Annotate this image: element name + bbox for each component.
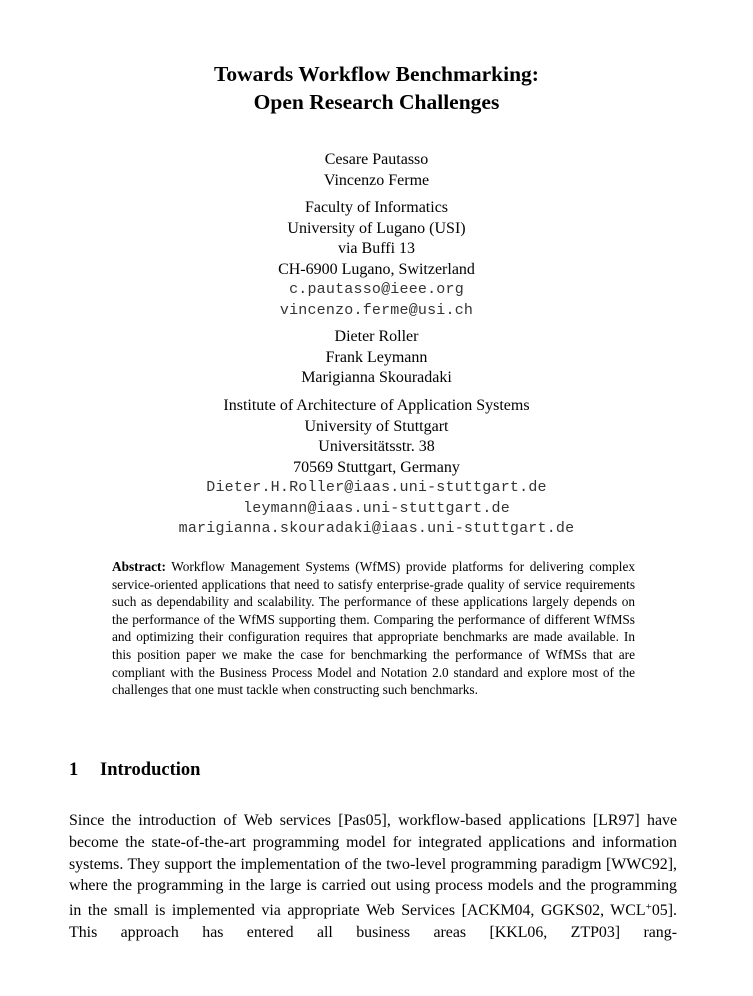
- author-names-group-1: [0, 150, 753, 191]
- affiliation-line: University of Stuttgart: [304, 417, 449, 435]
- affiliation-line: 70569 Stuttgart, Germany: [293, 458, 460, 476]
- affiliation-line: via Buffi 13: [337, 240, 416, 257]
- intro-text-part-1: Since the introduction of Web services [Pas05], workflow-based applications [LR97] have become the state-of-the-art programming model for integrated applications and information systems. They support the implementation of the two-level programming paradigm [WWC92], where the programming in the large is carried out using process models and the programming in the small is implemented via appropriate Web Services [ACKM04, GGKS02, WCL: [69, 812, 677, 920]
- abstract-label: Abstract:: [112, 559, 166, 574]
- section-title: Introduction: [100, 760, 201, 780]
- author-name: Frank Leymann: [325, 348, 428, 366]
- author-email: vincenzo.ferme@usi.ch: [279, 301, 474, 319]
- affiliation-group-2: [0, 396, 753, 540]
- intro-superscript: +: [645, 901, 652, 914]
- affiliation-line: CH-6900 Lugano, Switzerland: [278, 260, 475, 278]
- author-name: Vincenzo Ferme: [323, 171, 430, 189]
- affiliation-group-1: [0, 198, 753, 321]
- author-name: Marigianna Skouradaki: [301, 369, 452, 386]
- author-name: Dieter Roller: [334, 328, 419, 345]
- intro-text-part-2: 05]. This approach has entered all business areas [KKL06, ZTP03] rang-: [69, 902, 677, 941]
- paper-title: [0, 60, 753, 116]
- author-names-group-2: [0, 327, 753, 389]
- introduction-paragraph: [69, 810, 677, 944]
- affiliation-line: Institute of Architecture of Application Systems: [223, 397, 530, 414]
- affiliation-line: University of Lugano (USI): [287, 219, 466, 237]
- title-line-1: Towards Workflow Benchmarking:: [214, 62, 539, 86]
- section-heading: [69, 760, 200, 781]
- section-number: 1: [69, 760, 79, 780]
- author-email: Dieter.H.Roller@iaas.uni-stuttgart.de: [206, 479, 547, 496]
- author-email: marigianna.skouradaki@iaas.uni-stuttgart.de: [178, 520, 575, 537]
- affiliation-line: Faculty of Informatics: [304, 199, 449, 216]
- affiliation-line: Universitätsstr. 38: [318, 438, 435, 455]
- author-email: c.pautasso@ieee.org: [289, 281, 464, 298]
- author-name: Cesare Pautasso: [324, 151, 429, 168]
- author-email: leymann@iaas.uni-stuttgart.de: [243, 499, 510, 517]
- abstract-text: Workflow Management Systems (WfMS) provide platforms for delivering complex service-oriented applications that need to satisfy enterprise-grade quality of service requirements such as dependability and scalability. The performance of these applications largely depends on the performance of the WfMS supporting them. Comparing the performance of different WfMSs and optimizing their configuration requires that appropriate benchmarks are made available. In this position paper we make the case for benchmarking the performance of WfMSs that are compliant with the Business Process Model and Notation 2.0 standard and explore most of the challenges that one must tackle when constructing such benchmarks.: [112, 559, 635, 698]
- title-line-2: Open Research Challenges: [253, 90, 500, 114]
- abstract: [112, 558, 635, 699]
